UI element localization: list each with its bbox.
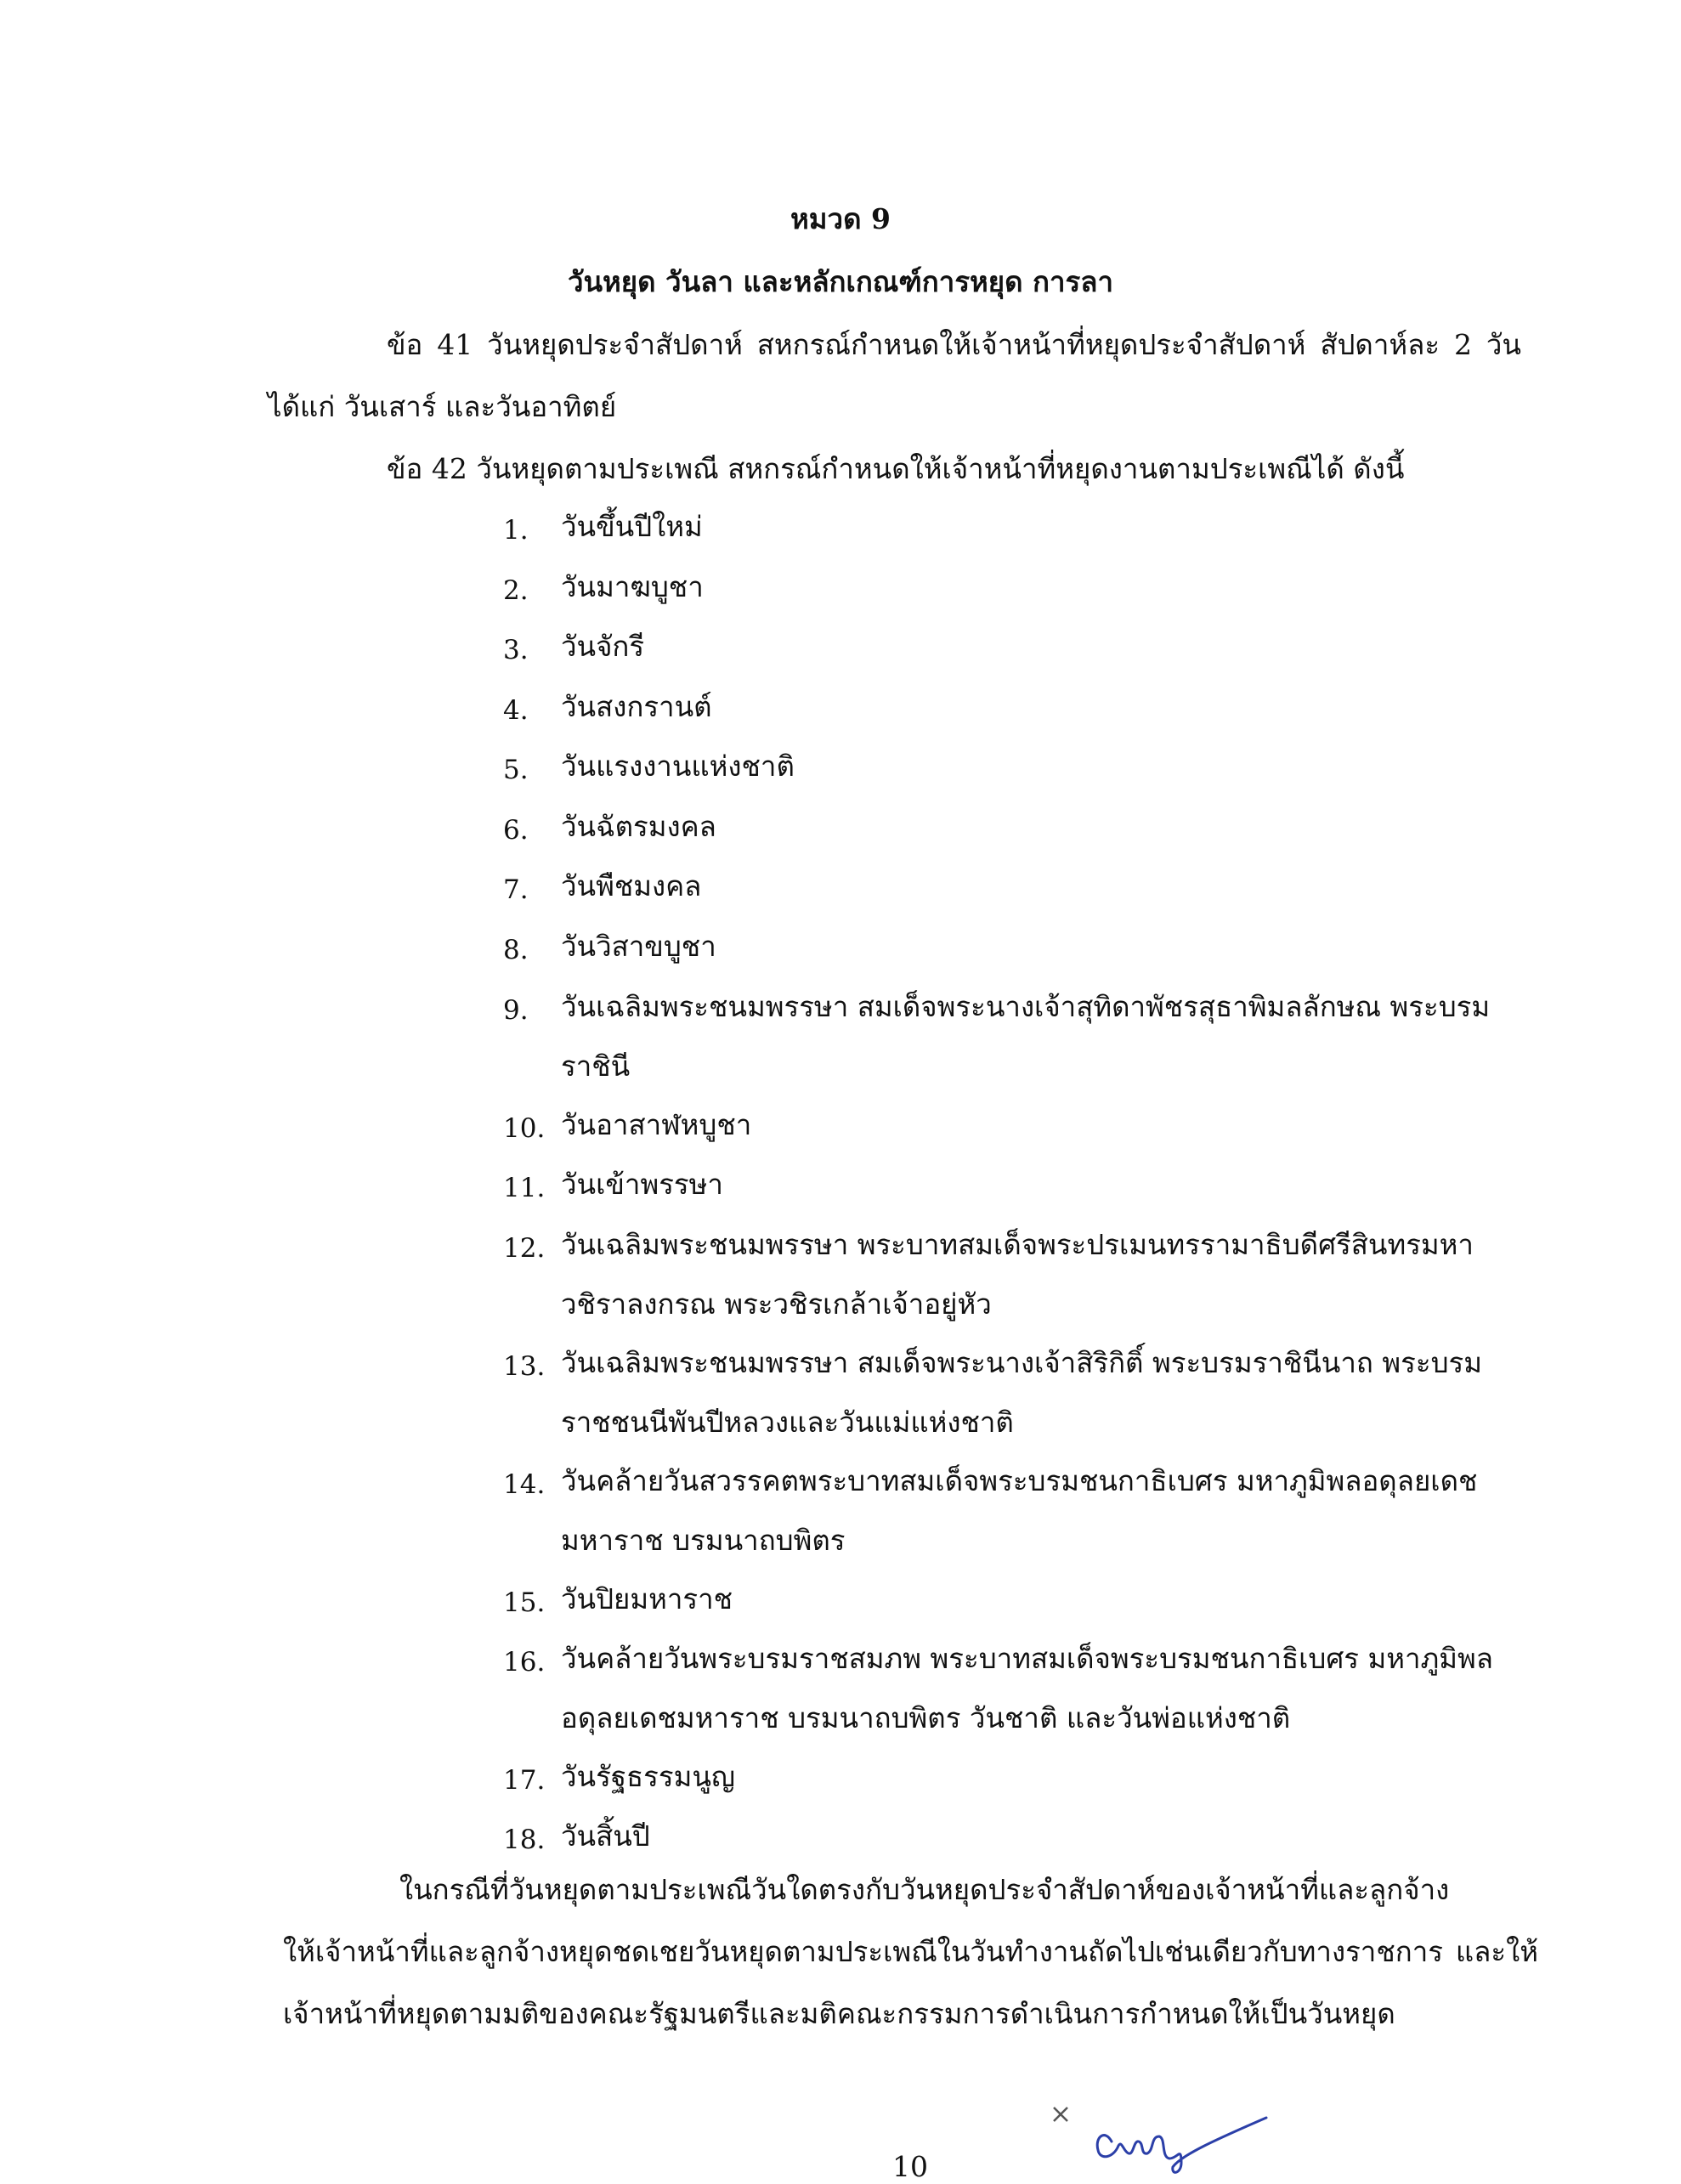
list-item-number: 2. [503, 575, 529, 606]
list-item-text: วันพืชมงคล [561, 869, 702, 902]
list-item-number: 15. [503, 1587, 546, 1618]
closing-line-3: เจ้าหน้าที่หยุดตามมติของคณะรัฐมนตรีและมติคณะกรรมการดำเนินการกำหนดให้เป็นวันหยุด [283, 1997, 1395, 2030]
list-item-text: วันเฉลิมพระชนมพรรษา สมเด็จพระนางเจ้าสิริกิติ์ พระบรมราชินีนาถ พระบรม [561, 1346, 1482, 1379]
list-item-text: วันเข้าพรรษา [561, 1168, 723, 1201]
chapter-heading: หมวด 9 [790, 202, 891, 235]
list-item-text: วันคล้ายวันสวรรคตพระบาทสมเด็จพระบรมชนกาธิเบศร มหาภูมิพลอดุลยเดช [561, 1464, 1478, 1497]
list-item-text: วันแรงงานแห่งชาติ [561, 750, 795, 783]
page-number: 10 [892, 2150, 928, 2183]
list-item-text: วันขึ้นปีใหม่ [561, 510, 703, 543]
list-item-number: 17. [503, 1765, 546, 1796]
list-item-text-continued: ราชินี [561, 1050, 631, 1083]
list-item-text-continued: วชิราลงกรณ พระวชิรเกล้าเจ้าอยู่หัว [561, 1287, 992, 1321]
list-item-number: 6. [503, 815, 529, 846]
list-item-number: 13. [503, 1351, 546, 1382]
list-item-number: 7. [503, 874, 529, 905]
list-item-number: 9. [503, 995, 529, 1026]
list-item-text: วันฉัตรมงคล [561, 810, 716, 843]
list-item-number: 8. [503, 935, 529, 965]
list-item-number: 10. [503, 1113, 546, 1144]
list-item-number: 18. [503, 1825, 546, 1855]
list-item-number: 11. [503, 1173, 546, 1203]
list-item-number: 14. [503, 1469, 546, 1500]
list-item-text: วันรัฐธรรมนูญ [561, 1760, 736, 1793]
list-item-number: 3. [503, 635, 529, 665]
list-item-text: วันสิ้นปี [561, 1819, 650, 1853]
list-item-text: วันวิสาขบูชา [561, 930, 716, 963]
list-item-text: วันจักรี [561, 630, 645, 663]
signature-image [1045, 2099, 1300, 2176]
list-item-number: 16. [503, 1647, 546, 1678]
list-item-text-continued: อดุลยเดชมหาราช บรมนาถบพิตร วันชาติ และวันพ่อแห่งชาติ [561, 1701, 1291, 1734]
clause-41-line-1: ข้อ 41 วันหยุดประจำสัปดาห์ สหกรณ์กำหนดให้เจ้าหน้าที่หยุดประจำสัปดาห์ สัปดาห์ละ 2 วัน [387, 328, 1521, 361]
list-item-text: วันอาสาฬหบูชา [561, 1108, 752, 1141]
list-item-text: วันมาฆบูชา [561, 570, 704, 603]
list-item-text: วันปิยมหาราช [561, 1582, 733, 1615]
list-item-number: 4. [503, 695, 529, 726]
closing-line-2: ให้เจ้าหน้าที่และลูกจ้างหยุดชดเชยวันหยุดตามประเพณีในวันทำงานถัดไปเช่นเดียวกับทางราชการ และให้ [283, 1935, 1538, 1968]
chapter-title: วันหยุด วันลา และหลักเกณฑ์การหยุด การลา [567, 265, 1114, 298]
list-item-number: 5. [503, 755, 529, 785]
list-item-number: 1. [503, 515, 529, 546]
clause-42-intro: ข้อ 42 วันหยุดตามประเพณี สหกรณ์กำหนดให้เจ้าหน้าที่หยุดงานตามประเพณีได้ ดังนี้ [387, 452, 1405, 485]
list-item-text-continued: มหาราช บรมนาถบพิตร [561, 1524, 846, 1557]
list-item-text: วันคล้ายวันพระบรมราชสมภพ พระบาทสมเด็จพระบรมชนกาธิเบศร มหาภูมิพล [561, 1642, 1494, 1675]
signature-stroke [1097, 2118, 1266, 2172]
list-item-text: วันเฉลิมพระชนมพรรษา พระบาทสมเด็จพระปรเมนทรรามาธิบดีศรีสินทรมหา [561, 1228, 1474, 1261]
list-item-text-continued: ราชชนนีพันปีหลวงและวันแม่แห่งชาติ [561, 1406, 1014, 1439]
list-item-text: วันเฉลิมพระชนมพรรษา สมเด็จพระนางเจ้าสุทิดาพัชรสุธาพิมลลักษณ พระบรม [561, 990, 1491, 1023]
list-item-text: วันสงกรานต์ [561, 690, 712, 723]
signature-cross-mark [1054, 2108, 1067, 2121]
clause-41-line-2: ได้แก่ วันเสาร์ และวันอาทิตย์ [268, 390, 617, 423]
list-item-number: 12. [503, 1233, 546, 1264]
closing-line-1: ในกรณีที่วันหยุดตามประเพณีวันใดตรงกับวันหยุดประจำสัปดาห์ของเจ้าหน้าที่และลูกจ้าง [399, 1873, 1450, 1906]
